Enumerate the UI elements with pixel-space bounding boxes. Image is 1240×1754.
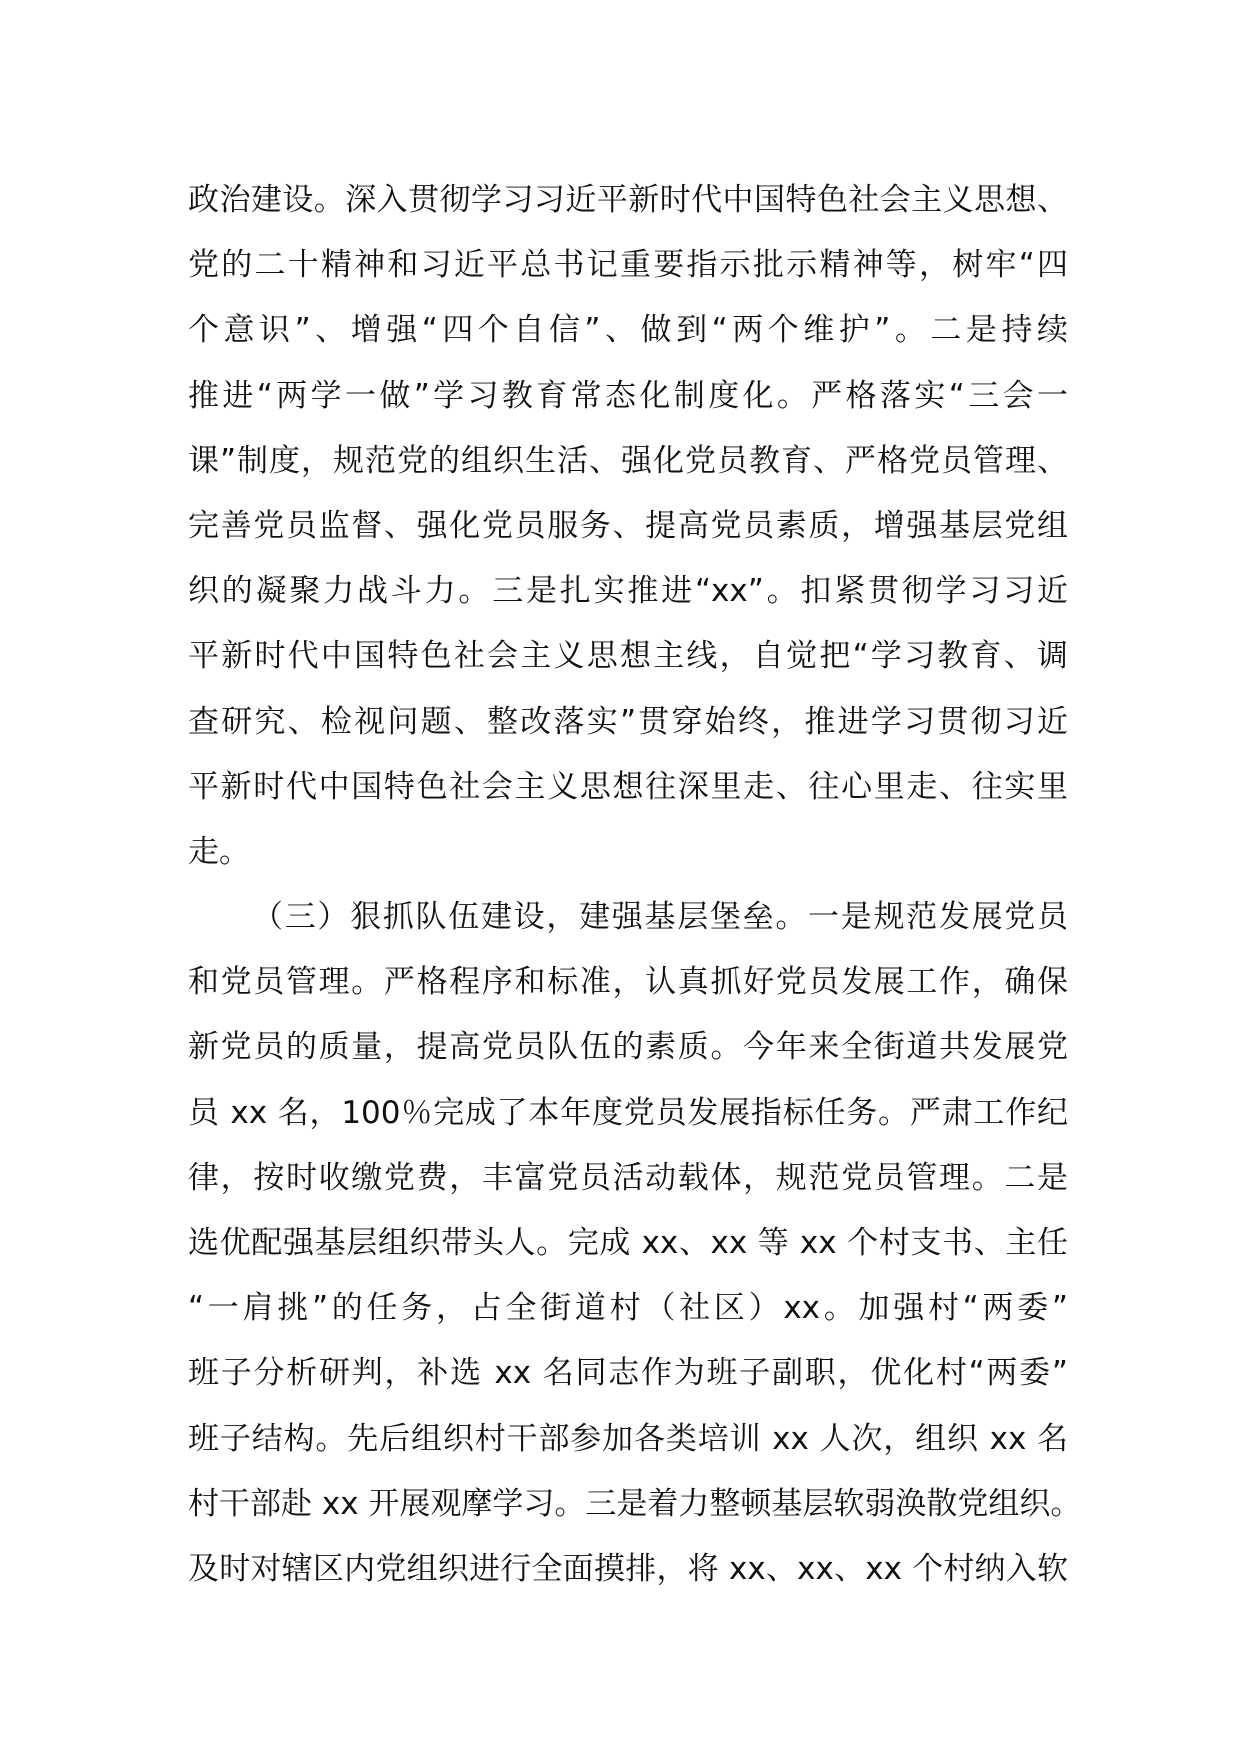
text-line: 课”制度，规范党的组织生活、强化党员教育、严格党员管理、 bbox=[188, 442, 1068, 479]
text-line: 班子结构。先后组织村干部参加各类培训 xx 人次，组织 xx 名 bbox=[188, 1420, 1068, 1457]
text-line: 律，按时收缴党费，丰富党员活动载体，规范党员管理。二是 bbox=[188, 1159, 1068, 1196]
section-heading-line: （三）狠抓队伍建设，建强基层堡垒。一是规范发展党员 bbox=[252, 899, 1068, 936]
text-line: 新党员的质量，提高党员队伍的素质。今年来全街道共发展党 bbox=[188, 1029, 1068, 1066]
text-line: 完善党员监督、强化党员服务、提高党员素质，增强基层党组 bbox=[188, 507, 1068, 544]
text-line: 班子分析研判，补选 xx 名同志作为班子副职，优化村“两委” bbox=[188, 1355, 1068, 1392]
text-line: 选优配强基层组织带头人。完成 xx、xx 等 xx 个村支书、主任 bbox=[188, 1225, 1068, 1261]
text-line: 走。 bbox=[188, 833, 250, 870]
text-line: 个意识”、增强“四个自信”、做到“两个维护”。二是持续 bbox=[188, 312, 1068, 349]
text-line: 政治建设。深入贯彻学习习近平新时代中国特色社会主义思想、 bbox=[188, 182, 1068, 218]
text-line: “一肩挑”的任务，占全街道村（社区）xx。加强村“两委” bbox=[188, 1290, 1068, 1327]
text-line: 织的凝聚力战斗力。三是扎实推进“xx”。扣紧贯彻学习习近 bbox=[188, 573, 1068, 610]
body-text bbox=[188, 168, 1082, 1602]
text-line: 查研究、检视问题、整改落实”贯穿始终，推进学习贯彻习近 bbox=[188, 703, 1068, 740]
text-line: 和党员管理。严格程序和标准，认真抓好党员发展工作，确保 bbox=[188, 964, 1068, 1001]
text-line: 推进“两学一做”学习教育常态化制度化。严格落实“三会一 bbox=[188, 377, 1068, 414]
text-line: 平新时代中国特色社会主义思想往深里走、往心里走、往实里 bbox=[188, 768, 1068, 805]
text-line: 及时对辖区内党组织进行全面摸排，将 xx、xx、xx 个村纳入软 bbox=[188, 1550, 1068, 1587]
text-line: 村干部赴 xx 开展观摩学习。三是着力整顿基层软弱涣散党组织。 bbox=[188, 1485, 1082, 1522]
text-line: 员 xx 名，100％完成了本年度党员发展指标任务。严肃工作纪 bbox=[188, 1094, 1068, 1131]
text-line: 平新时代中国特色社会主义思想主线，自觉把“学习教育、调 bbox=[188, 638, 1068, 675]
text-line: 党的二十精神和习近平总书记重要指示批示精神等，树牢“四 bbox=[188, 247, 1068, 284]
